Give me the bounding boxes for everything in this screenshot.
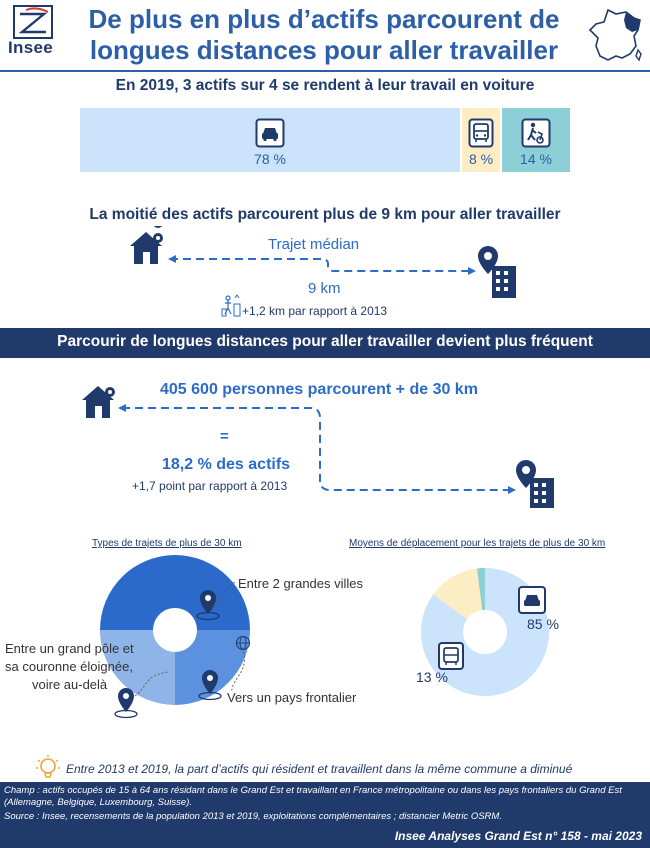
- soft-mobility-share-label: 14 %: [520, 151, 552, 167]
- median-distance: 9 km: [308, 280, 341, 297]
- types-chart-title: Types de trajets de plus de 30 km: [92, 538, 242, 549]
- france-map-icon: [586, 6, 646, 69]
- page-title: [74, 4, 574, 66]
- label-between-cities: Entre 2 grandes villes: [238, 576, 364, 591]
- header-divider: [0, 70, 650, 72]
- title-line-1: De plus en plus d’actifs parcourent de: [88, 4, 560, 34]
- car-share-label: 78 %: [254, 151, 286, 167]
- publication-reference: Insee Analyses Grand Est n° 158 - mai 2023: [394, 829, 642, 843]
- workplace-icon: [516, 460, 554, 508]
- median-label: Trajet médian: [268, 236, 360, 253]
- long-trip-people: 405 600 personnes parcourent + de 30 km: [160, 381, 478, 398]
- bus-share-label: 8 %: [468, 151, 494, 167]
- means-donut-chart: [400, 560, 600, 710]
- label-pole-line2: sa couronne éloignée,: [5, 659, 133, 674]
- car-icon: [519, 587, 545, 613]
- long-trip-delta: +1,7 point par rapport à 2013: [132, 479, 288, 493]
- bus-share-bar: [462, 108, 500, 172]
- long-trip-path: [122, 408, 510, 490]
- workplace-icon: [478, 246, 516, 298]
- bus-icon: [468, 118, 494, 153]
- soft-mobility-share-bar: [502, 108, 570, 172]
- bus-icon: [439, 643, 463, 669]
- modes-title: En 2019, 3 actifs sur 4 se rendent à leur travail en voiture: [115, 77, 535, 94]
- median-path: [170, 259, 470, 271]
- slice-between-cities: [100, 555, 250, 630]
- section-band-title: Parcourir de longues distances pour aller travailler devient plus fréquent: [57, 333, 593, 350]
- logo-text: Insee: [8, 38, 53, 57]
- home-pin-icon: [130, 226, 163, 264]
- footer-source: Source : Insee, recensements de la population 2013 et 2019, exploitations complémentaires ; distancier Metric OSRM.: [4, 811, 502, 822]
- types-donut-slices: [100, 555, 250, 705]
- home-pin-icon: [82, 386, 115, 418]
- median-delta: +1,2 km par rapport à 2013: [242, 304, 388, 318]
- label-pole-line3: voire au-delà: [32, 677, 108, 692]
- key-finding: Entre 2013 et 2019, la part d’actifs qui résident et travaillent dans la même commune a diminué: [66, 762, 573, 776]
- median-title: La moitié des actifs parcourent plus de 9 km pour aller travailler: [89, 206, 561, 223]
- pedestrian-bike-icon: [521, 118, 551, 153]
- title-line-2: longues distances pour aller travailler: [89, 35, 559, 65]
- equals-sign: =: [220, 428, 229, 445]
- car-icon: [255, 118, 285, 153]
- means-bus-label: 13 %: [416, 669, 448, 685]
- long-trip-share: 18,2 % des actifs: [162, 456, 291, 473]
- car-share-bar: [80, 108, 460, 172]
- label-border-country: Vers un pays frontalier: [227, 690, 357, 705]
- label-pole-line1: Entre un grand pôle et: [5, 641, 134, 656]
- commuter-growth-icon: [220, 294, 242, 323]
- means-chart-title: Moyens de déplacement pour les trajets de plus de 30 km: [349, 538, 606, 549]
- means-car-label: 85 %: [527, 616, 559, 632]
- footer-scope: Champ : actifs occupés de 15 à 64 ans résidant dans le Grand Est et travaillant en France métropolitaine ou dans les pays frontaliers du Grand Est (Allemagne, Belgique, Luxembourg, Suisse).: [4, 785, 622, 808]
